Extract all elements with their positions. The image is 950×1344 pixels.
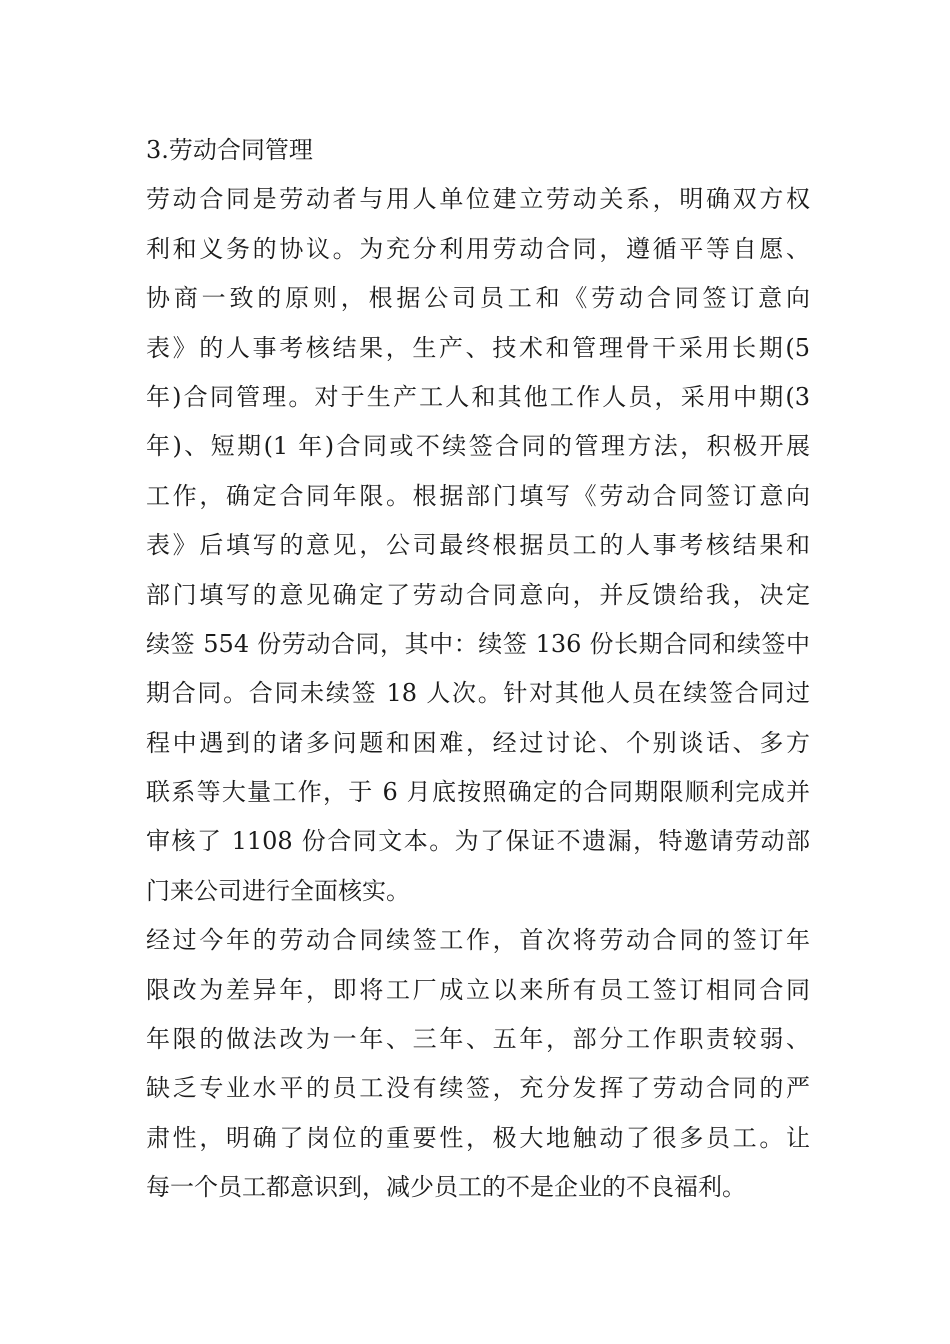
- paragraph-1: [146, 175, 810, 916]
- paragraph-1-line: 工作，确定合同年限。根据部门填写《劳动合同签订意向: [146, 481, 810, 510]
- paragraph-1-line: 部门填写的意见确定了劳动合同意向，并反馈给我，决定: [146, 580, 810, 609]
- paragraph-2-line: 经过今年的劳动合同续签工作，首次将劳动合同的签订年: [146, 926, 810, 955]
- paragraph-1-line: 程中遇到的诸多问题和困难，经过讨论、个别谈话、多方: [146, 728, 810, 757]
- paragraph-1-line: 期合同。合同未续签 18 人次。针对其他人员在续签合同过: [146, 679, 810, 708]
- paragraph-1-line: 利和义务的协议。为充分利用劳动合同，遵循平等自愿、: [146, 234, 810, 263]
- paragraph-2-line: 缺乏专业水平的员工没有续签，充分发挥了劳动合同的严: [146, 1074, 810, 1103]
- paragraph-2-line: 每一个员工都意识到，减少员工的不是企业的不良福利。: [146, 1173, 746, 1202]
- paragraph-2: [146, 916, 810, 1212]
- paragraph-2-line: 肃性，明确了岗位的重要性，极大地触动了很多员工。让: [146, 1123, 810, 1152]
- paragraph-1-line: 劳动合同是劳动者与用人单位建立劳动关系，明确双方权: [146, 185, 810, 214]
- paragraph-2-line: 限改为差异年，即将工厂成立以来所有员工签订相同合同: [146, 975, 810, 1004]
- paragraph-1-line: 联系等大量工作，于 6 月底按照确定的合同期限顺利完成并: [146, 778, 810, 807]
- paragraph-1-line: 审核了 1108 份合同文本。为了保证不遗漏，特邀请劳动部: [146, 827, 810, 856]
- section-heading: 3.劳动合同管理: [146, 136, 313, 164]
- paragraph-1-line: 续签 554 份劳动合同，其中：续签 136 份长期合同和续签中: [146, 629, 810, 658]
- paragraph-1-line: 门来公司进行全面核实。: [146, 876, 410, 905]
- document-body: [146, 126, 810, 1213]
- paragraph-1-line: 表》后填写的意见，公司最终根据员工的人事考核结果和: [146, 531, 810, 560]
- paragraph-1-line: 表》的人事考核结果，生产、技术和管理骨干采用长期(5: [146, 333, 810, 362]
- paragraph-1-line: 协商一致的原则，根据公司员工和《劳动合同签订意向: [146, 284, 810, 313]
- paragraph-1-line: 年)、短期(1 年)合同或不续签合同的管理方法，积极开展: [146, 432, 810, 461]
- paragraph-2-line: 年限的做法改为一年、三年、五年，部分工作职责较弱、: [146, 1025, 810, 1054]
- paragraph-1-line: 年)合同管理。对于生产工人和其他工作人员，采用中期(3: [146, 382, 810, 411]
